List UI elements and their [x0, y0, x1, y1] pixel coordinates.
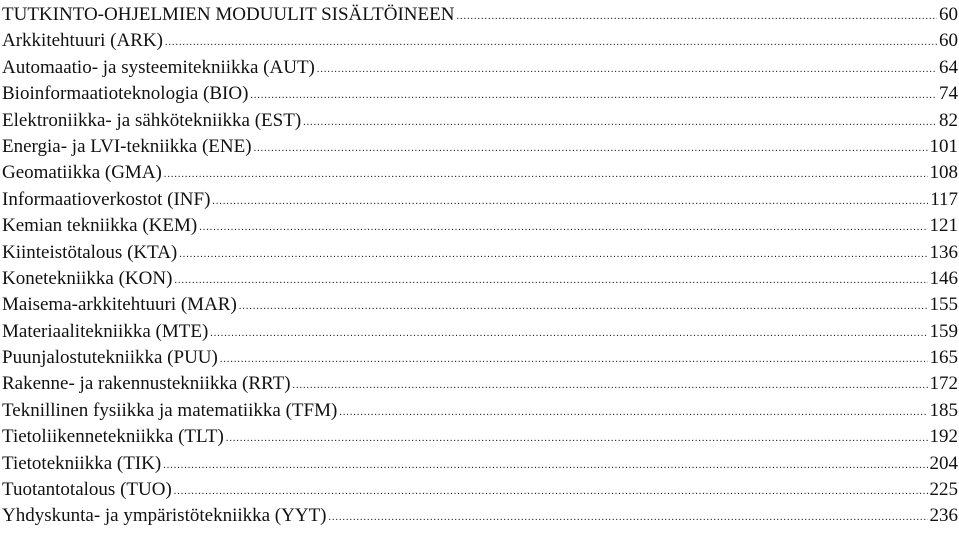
toc-entry-title: Energia- ja LVI-tekniikka (ENE) [2, 135, 252, 157]
dot-leader [293, 381, 928, 391]
toc-entry-page-number: 204 [929, 452, 958, 474]
dot-leader [199, 223, 927, 233]
dot-leader [317, 65, 937, 75]
dot-leader [329, 513, 928, 523]
toc-entry-page-number: 117 [930, 188, 958, 210]
toc-entry-page-number: 136 [929, 241, 958, 263]
toc-entry-page-number: 146 [929, 267, 958, 289]
toc-entry-title: Tietotekniikka (TIK) [2, 452, 162, 474]
toc-entry[interactable] [2, 451, 958, 477]
toc-entry-page-number: 64 [939, 56, 958, 78]
toc-entry-page-number: 159 [929, 320, 958, 342]
toc-entry-title: Puunjalostutekniikka (PUU) [2, 347, 218, 369]
toc-entry[interactable] [2, 28, 958, 54]
toc-entry[interactable] [2, 266, 958, 292]
toc-entry-title: Rakenne- ja rakennustekniikka (RRT) [2, 373, 291, 395]
toc-entry-title: Teknillinen fysiikka ja matematiikka (TFM) [2, 399, 338, 421]
toc-entry-title: Informaatioverkostot (INF) [2, 188, 211, 210]
toc-entry-page-number: 60 [939, 4, 958, 25]
toc-entry-title: Kiinteistötalous (KTA) [2, 241, 178, 263]
dot-leader [303, 118, 937, 128]
toc-entry[interactable] [2, 213, 958, 239]
dot-leader [220, 355, 928, 365]
toc-entry-title: Geomatiikka (GMA) [2, 162, 162, 184]
toc-entry[interactable] [2, 319, 958, 345]
dot-leader [165, 38, 937, 48]
toc-entry-page-number: 185 [929, 399, 958, 421]
toc-entry[interactable] [2, 55, 958, 81]
toc-entry[interactable] [2, 187, 958, 213]
toc-entry-page-number: 165 [929, 347, 958, 369]
toc-entry-page-number: 121 [929, 215, 958, 237]
toc-entry[interactable] [2, 240, 958, 266]
toc-entry-title: Elektroniikka- ja sähkötekniikka (EST) [2, 109, 302, 131]
toc-entry[interactable] [2, 345, 958, 371]
dot-leader [239, 302, 928, 312]
table-of-contents [2, 2, 958, 530]
toc-entry-title: Konetekniikka (KON) [2, 267, 173, 289]
toc-entry-page-number: 60 [939, 30, 958, 52]
toc-entry[interactable] [2, 108, 958, 134]
toc-entry[interactable] [2, 2, 958, 28]
toc-entry-title: Maisema-arkkitehtuuri (MAR) [2, 294, 237, 316]
toc-entry-title: Bioinformaatioteknologia (BIO) [2, 83, 249, 105]
toc-entry-page-number: 108 [929, 162, 958, 184]
toc-entry[interactable] [2, 424, 958, 450]
dot-leader [163, 461, 927, 471]
toc-entry-page-number: 192 [929, 426, 958, 448]
toc-entry-page-number: 236 [929, 505, 958, 527]
toc-entry[interactable] [2, 81, 958, 107]
dot-leader [254, 144, 928, 154]
toc-entry-page-number: 74 [939, 83, 958, 105]
toc-entry-page-number: 172 [929, 373, 958, 395]
dot-leader [174, 487, 928, 497]
dot-leader [164, 170, 928, 180]
dot-leader [210, 329, 927, 339]
toc-entry-page-number: 225 [929, 479, 958, 501]
dot-leader [174, 276, 927, 286]
toc-entry-page-number: 82 [939, 109, 958, 131]
toc-entry[interactable] [2, 503, 958, 529]
toc-entry-title: Tietoliikennetekniikka (TLT) [2, 426, 224, 448]
toc-entry[interactable] [2, 371, 958, 397]
toc-entry-title: Arkkitehtuuri (ARK) [2, 30, 163, 52]
toc-entry-title: Automaatio- ja systeemitekniikka (AUT) [2, 56, 315, 78]
dot-leader [339, 408, 927, 418]
toc-entry-title: Yhdyskunta- ja ympäristötekniikka (YYT) [2, 505, 327, 527]
toc-entry[interactable] [2, 134, 958, 160]
toc-entry[interactable] [2, 477, 958, 503]
toc-entry-title: Tuotantotalous (TUO) [2, 479, 172, 501]
toc-entry-page-number: 155 [929, 294, 958, 316]
toc-entry-title: Kemian tekniikka (KEM) [2, 215, 198, 237]
dot-leader [226, 434, 928, 444]
toc-entry-page-number: 101 [929, 135, 958, 157]
dot-leader [250, 91, 937, 101]
dot-leader [212, 197, 928, 207]
toc-entry[interactable] [2, 292, 958, 318]
toc-entry-title: TUTKINTO-OHJELMIEN MODUULIT SISÄLTÖINEEN [2, 4, 455, 25]
toc-entry[interactable] [2, 398, 958, 424]
dot-leader [179, 250, 927, 260]
dot-leader [456, 12, 937, 22]
toc-entry-title: Materiaalitekniikka (MTE) [2, 320, 209, 342]
toc-entry[interactable] [2, 160, 958, 186]
